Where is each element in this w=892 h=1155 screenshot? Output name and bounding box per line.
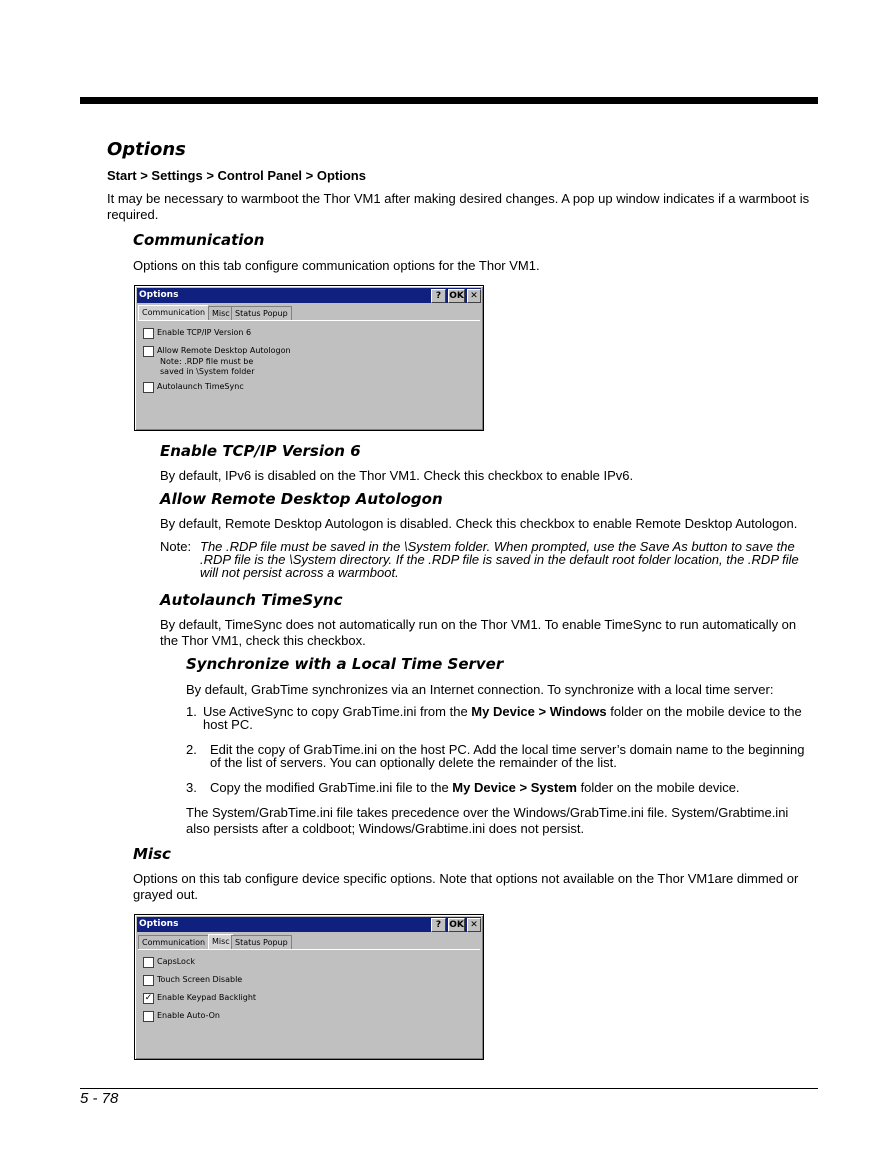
rdp-note-line-2: .RDP file is the \System directory. If the .RDP file is saved in the default root folder location, the .RDP file — [200, 552, 799, 567]
step-1-text-a: Use ActiveSync to copy GrabTime.ini from the — [203, 704, 472, 719]
close-button[interactable]: ✕ — [467, 918, 481, 932]
page-number: 5 - 78 — [80, 1090, 119, 1107]
rdp-note-line-3: will not persist across a warmboot. — [200, 565, 399, 580]
dialog-title: Options — [139, 919, 179, 929]
footer-rule — [80, 1088, 818, 1089]
checkbox[interactable] — [143, 382, 154, 393]
step-1-text-b: folder on the mobile device to the — [606, 704, 802, 719]
timesync-line-1: By default, TimeSync does not automatically run on the Thor VM1. To enable TimeSync to run automatically on — [160, 617, 797, 632]
step-2-line-1: Edit the copy of GrabTime.ini on the host PC. Add the local time server’s domain name to the beginning — [210, 742, 805, 757]
tcpip-heading: Enable TCP/IP Version 6 — [160, 442, 361, 460]
option-label: Autolaunch TimeSync — [157, 382, 244, 391]
help-button[interactable]: ? — [431, 289, 446, 303]
rdp-heading: Allow Remote Desktop Autologon — [160, 490, 443, 508]
tab-status-popup[interactable]: Status Popup — [231, 306, 292, 320]
tab-misc[interactable]: Misc — [208, 934, 234, 950]
option-label: Enable TCP/IP Version 6 — [157, 328, 252, 337]
checkbox-checked[interactable]: ✓ — [144, 993, 153, 1003]
tab-communication[interactable]: Communication — [138, 305, 209, 321]
intro-line-1: It may be necessary to warmboot the Thor VM1 after making desired changes. A pop up window indicates if a warmboot is — [107, 191, 810, 206]
misc-line-1: Options on this tab configure device specific options. Note that options not available on the Thor VM1are dimmed or — [133, 871, 799, 886]
step-1-line-1 — [203, 704, 802, 720]
option-label: CapsLock — [157, 957, 195, 966]
dialog-titlebar — [137, 917, 481, 932]
breadcrumb: Start > Settings > Control Panel > Options — [107, 168, 366, 183]
misc-line-2: grayed out. — [133, 887, 199, 902]
rdp-note-line-2: saved in \System folder — [160, 367, 255, 376]
timesync-line-2: the Thor VM1, check this checkbox. — [160, 633, 366, 648]
communication-desc: Options on this tab configure communication options for the Thor VM1. — [133, 258, 540, 273]
checkbox[interactable] — [143, 328, 154, 339]
checkbox[interactable] — [143, 957, 154, 968]
header-rule — [80, 97, 818, 104]
checkbox[interactable] — [143, 1011, 154, 1022]
tab-communication[interactable]: Communication — [138, 935, 209, 949]
sync-heading: Synchronize with a Local Time Server — [186, 655, 504, 673]
tab-misc[interactable]: Misc — [208, 306, 234, 320]
rdp-note-line-1: The .RDP file must be saved in the \System folder. When prompted, use the Save As button to save the — [200, 539, 795, 554]
communication-heading: Communication — [133, 231, 265, 249]
page-title: Options — [107, 139, 186, 160]
checkbox[interactable] — [143, 346, 154, 357]
dialog-titlebar — [137, 288, 481, 303]
step-2-number: 2. — [186, 742, 197, 757]
step-1-line-2: host PC. — [203, 717, 253, 732]
step-3-line — [210, 780, 740, 796]
option-label: Touch Screen Disable — [157, 975, 243, 984]
rdp-text: By default, Remote Desktop Autologon is disabled. Check this checkbox to enable Remote Desktop Autologon. — [160, 516, 798, 531]
step-3-text-b: folder on the mobile device. — [576, 780, 740, 795]
intro-line-2: required. — [107, 207, 159, 222]
ok-button[interactable]: OK — [449, 920, 464, 930]
ok-button[interactable]: OK — [449, 291, 464, 301]
tab-panel-border — [138, 949, 480, 950]
note-label: Note: — [160, 539, 192, 554]
option-label: Allow Remote Desktop Autologon — [157, 346, 291, 355]
step-1-number: 1. — [186, 704, 197, 719]
checkbox[interactable] — [143, 975, 154, 986]
sync-outro-1: The System/GrabTime.ini file takes precedence over the Windows/GrabTime.ini file. System/Grabtime.ini — [186, 805, 789, 820]
tab-status-popup[interactable]: Status Popup — [231, 935, 292, 949]
close-button[interactable]: ✕ — [467, 289, 481, 303]
options-dialog-misc — [134, 914, 484, 1060]
sync-intro: By default, GrabTime synchronizes via an Internet connection. To synchronize with a local time server: — [186, 682, 774, 697]
help-button[interactable]: ? — [431, 918, 446, 932]
step-3-path: My Device > System — [452, 780, 577, 795]
option-label: Enable Keypad Backlight — [157, 993, 257, 1002]
options-dialog-communication — [134, 285, 484, 431]
misc-heading: Misc — [133, 845, 171, 863]
option-label: Enable Auto-On — [157, 1011, 220, 1020]
timesync-heading: Autolaunch TimeSync — [160, 591, 343, 609]
dialog-title: Options — [139, 290, 179, 300]
rdp-note-line-1: Note: .RDP file must be — [160, 357, 254, 366]
step-3-number: 3. — [186, 780, 197, 795]
step-3-text-a: Copy the modified GrabTime.ini file to the — [210, 780, 453, 795]
tab-panel-border — [138, 320, 480, 321]
step-1-path: My Device > Windows — [471, 704, 607, 719]
sync-outro-2: also persists after a coldboot; Windows/Grabtime.ini does not persist. — [186, 821, 585, 836]
step-2-line-2: of the list of servers. You can optionally delete the remainder of the list. — [210, 755, 617, 770]
tcpip-text: By default, IPv6 is disabled on the Thor VM1. Check this checkbox to enable IPv6. — [160, 468, 634, 483]
